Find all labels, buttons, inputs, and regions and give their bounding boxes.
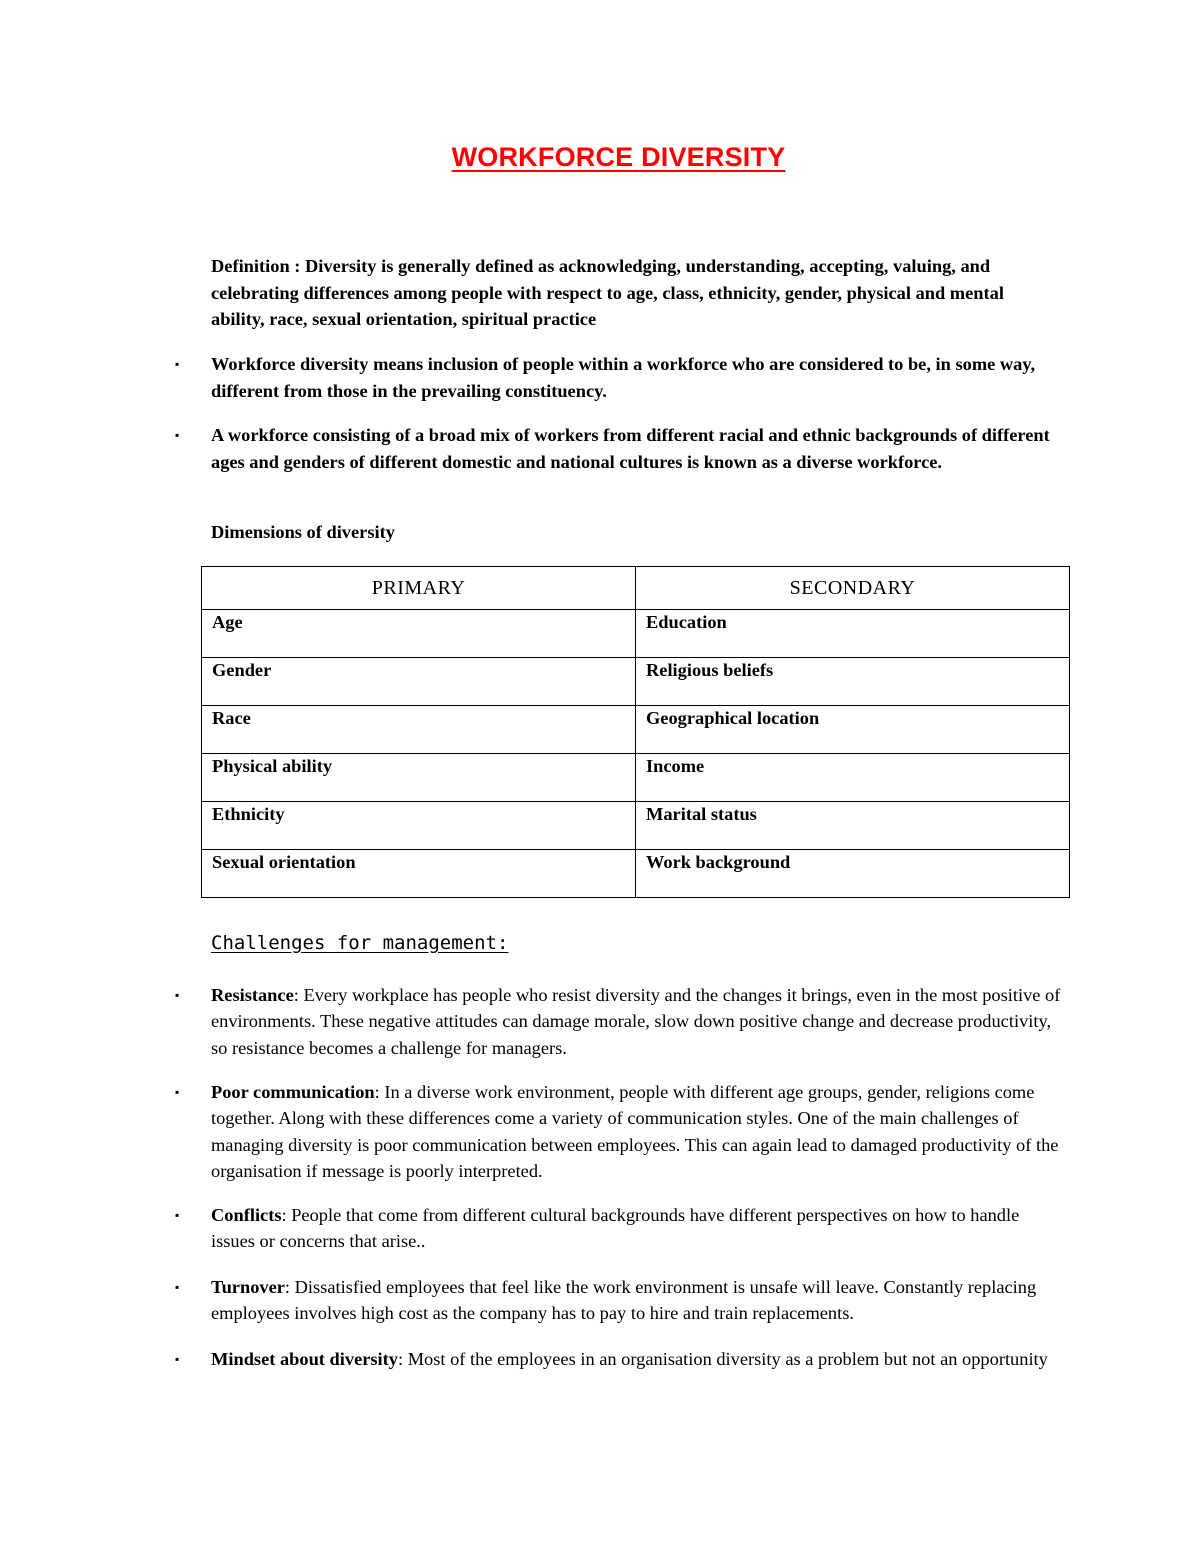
square-bullet-icon: ▪ [175, 1085, 180, 1099]
definition-paragraph: Definition : Diversity is generally defined as acknowledging, understanding, accepting, valuing, and celebrating differences among people with respect to age, class, ethnicity, gender, physical and mental ability, race, sexual orientation, spiritual practice [211, 256, 1004, 329]
column-header-primary: PRIMARY [202, 567, 636, 610]
column-header-secondary: SECONDARY [636, 567, 1070, 610]
challenge-term: Resistance [211, 985, 294, 1005]
challenge-term: Conflicts [211, 1205, 282, 1225]
primary-cell: Ethnicity [202, 802, 636, 850]
challenge-text: : Every workplace has people who resist diversity and the changes it brings, even in the most positive of environments. These negative attitudes can damage morale, slow down positive change and decrease productivity, so resistance becomes a challenge for managers. [211, 985, 1061, 1058]
challenge-item-conflicts [175, 1202, 1061, 1255]
secondary-cell: Work background [636, 850, 1070, 898]
square-bullet-icon: ▪ [175, 428, 180, 442]
secondary-cell: Education [636, 610, 1070, 658]
secondary-cell: Income [636, 754, 1070, 802]
primary-cell: Physical ability [202, 754, 636, 802]
table-row [202, 706, 1070, 754]
table-row [202, 850, 1070, 898]
secondary-cell: Marital status [636, 802, 1070, 850]
primary-cell: Gender [202, 658, 636, 706]
challenge-item-mindset [175, 1346, 1061, 1372]
table-row [202, 754, 1070, 802]
primary-cell: Age [202, 610, 636, 658]
challenge-term: Poor communication [211, 1082, 375, 1102]
challenge-term: Turnover [211, 1277, 285, 1297]
square-bullet-icon: ▪ [175, 1280, 180, 1294]
primary-cell: Sexual orientation [202, 850, 636, 898]
challenge-term: Mindset about diversity [211, 1349, 398, 1369]
square-bullet-icon: ▪ [175, 357, 180, 371]
table-row [202, 802, 1070, 850]
table-header-row [202, 567, 1070, 610]
bullet-item-2 [175, 422, 1061, 475]
challenges-heading: Challenges for management: [211, 932, 509, 954]
square-bullet-icon: ▪ [175, 1352, 180, 1366]
challenge-item-turnover [175, 1274, 1061, 1327]
square-bullet-icon: ▪ [175, 1208, 180, 1222]
dimensions-table [201, 566, 1070, 898]
challenge-text: : Dissatisfied employees that feel like the work environment is unsafe will leave. Constantly replacing employees involves high cost as the company has to pay to hire and train replacements. [211, 1277, 1037, 1324]
square-bullet-icon: ▪ [175, 988, 180, 1002]
table-row [202, 610, 1070, 658]
challenge-text: : In a diverse work environment, people with different age groups, gender, religions come together. Along with these differences come a variety of communication styles. One of the main challenges of managing diversity is poor communication between employees. This can again lead to damaged productivity of the organisation if message is poorly interpreted. [211, 1082, 1059, 1181]
challenge-text: : People that come from different cultural backgrounds have different perspectives on how to handle issues or concerns that arise.. [211, 1205, 1020, 1252]
page-title: WORKFORCE DIVERSITY [451, 142, 786, 172]
challenge-item-resistance [175, 982, 1061, 1061]
challenge-text: : Most of the employees in an organisation diversity as a problem but not an opportunity [397, 1349, 1048, 1369]
secondary-cell: Religious beliefs [636, 658, 1070, 706]
table-row [202, 658, 1070, 706]
bullet-text: Workforce diversity means inclusion of people within a workforce who are considered to be, in some way, different from those in the prevailing constituency. [211, 354, 1036, 401]
bullet-text: A workforce consisting of a broad mix of workers from different racial and ethnic backgrounds of different ages and genders of different domestic and national cultures is known as a diverse workforce. [211, 425, 1050, 472]
challenge-item-poor-communication [175, 1079, 1061, 1184]
dimensions-label: Dimensions of diversity [211, 522, 395, 542]
bullet-item-1 [175, 351, 1061, 404]
secondary-cell: Geographical location [636, 706, 1070, 754]
primary-cell: Race [202, 706, 636, 754]
